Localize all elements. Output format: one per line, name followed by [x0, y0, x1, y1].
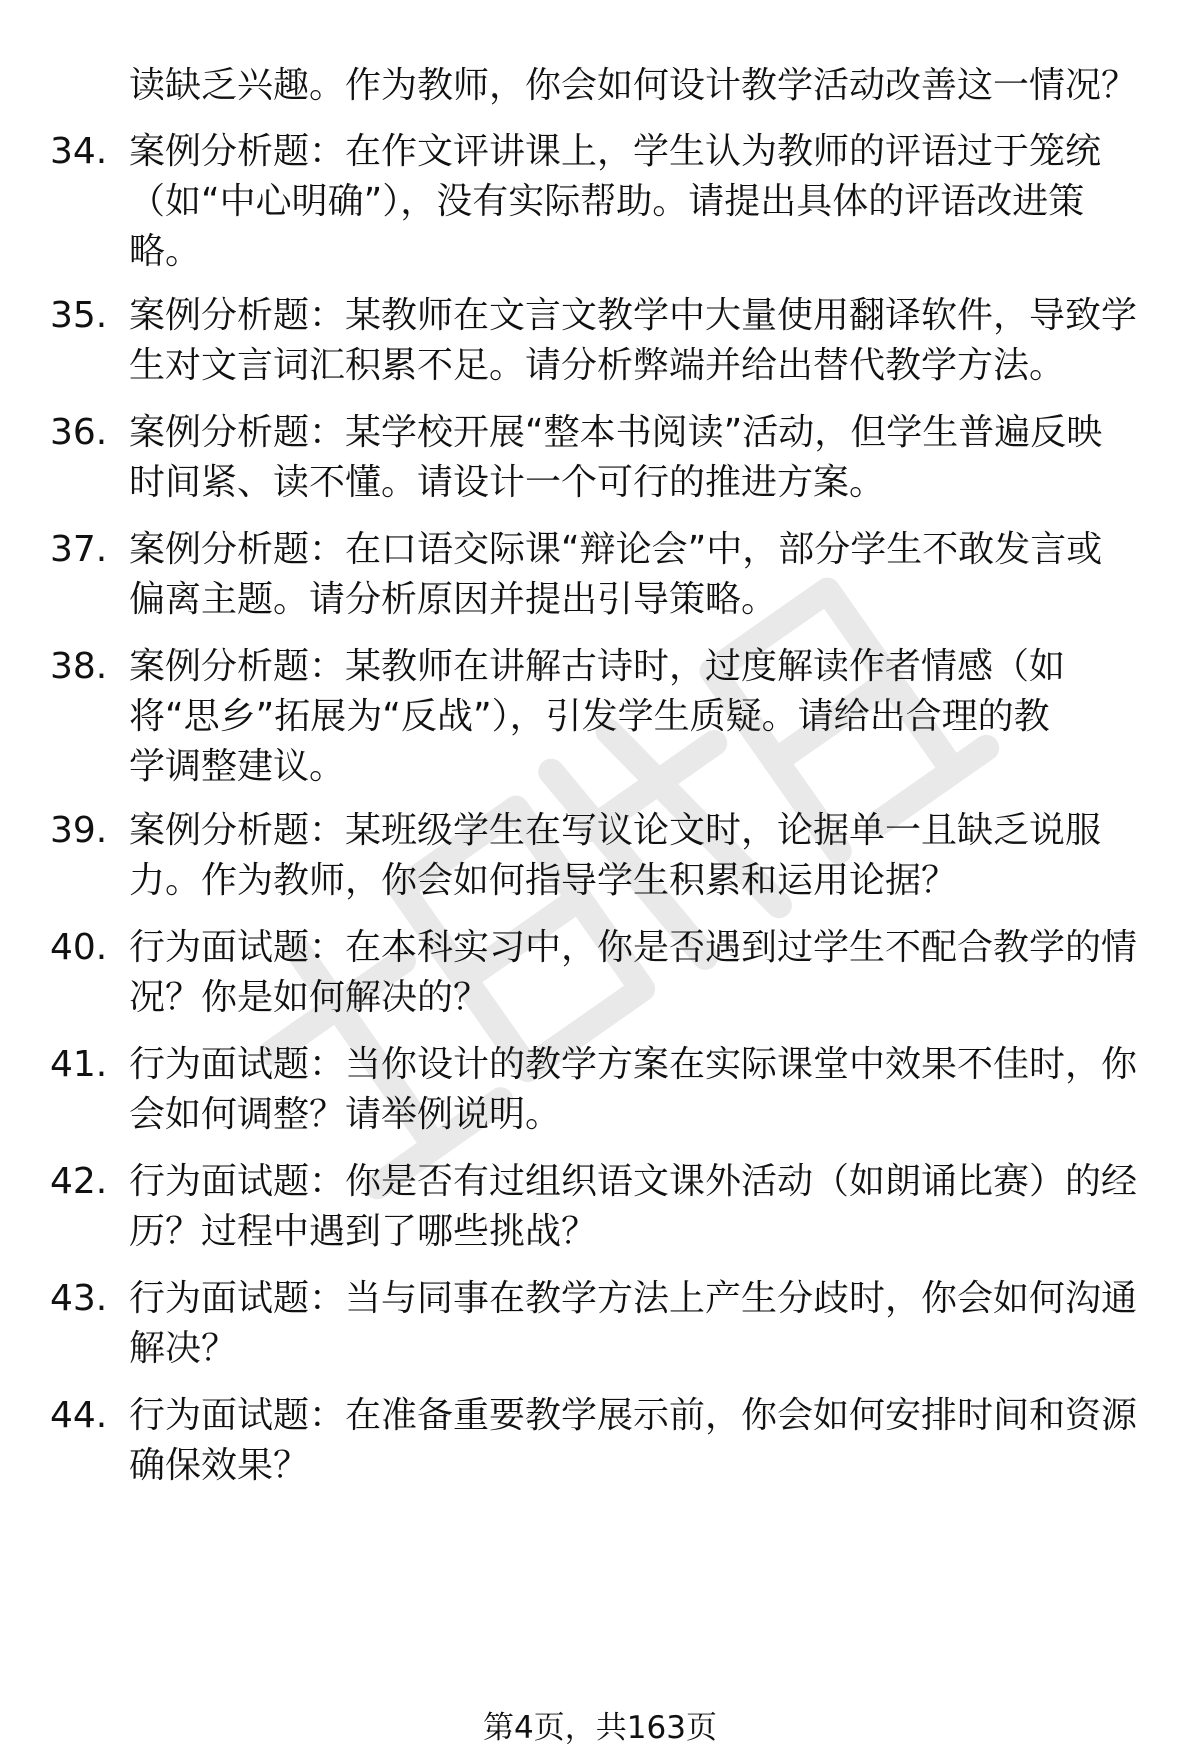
question-text-line: 行为面试题：你是否有过组织语文课外活动（如朗诵比赛）的经 — [129, 1161, 1138, 1202]
question-text-line: 案例分析题：某学校开展“整本书阅读”活动，但学生普遍反映 — [129, 412, 1103, 453]
page-number-footer: 第4页，共163页 — [483, 1710, 717, 1746]
question-text-line: 会如何调整？请举例说明。 — [129, 1094, 562, 1135]
question-item — [50, 1274, 1150, 1374]
question-text-line: 学调整建议。 — [129, 746, 346, 787]
question-text-line: 案例分析题：某教师在文言文教学中大量使用翻译软件，导致学 — [129, 295, 1138, 336]
question-number: 34. — [50, 131, 108, 172]
question-item — [50, 806, 1150, 906]
question-item — [50, 1157, 1150, 1257]
question-item — [50, 127, 1150, 277]
question-text-line: 时间紧、读不懂。请设计一个可行的推进方案。 — [129, 462, 886, 503]
question-text-line: 行为面试题：当与同事在教学方法上产生分歧时，你会如何沟通 — [129, 1278, 1138, 1319]
question-item — [50, 408, 1150, 508]
question-text-line: （如“中心明确”），没有实际帮助。请提出具体的评语改进策 — [129, 181, 1085, 222]
question-item — [50, 642, 1150, 792]
question-item — [50, 291, 1150, 391]
question-text-line: 行为面试题：在准备重要教学展示前，你会如何安排时间和资源 — [129, 1395, 1138, 1436]
question-text-line: 确保效果？ — [129, 1445, 310, 1486]
question-text-line: 偏离主题。请分析原因并提出引导策略。 — [129, 579, 778, 620]
question-text-line: 况？你是如何解决的？ — [129, 977, 490, 1018]
question-number: 35. — [50, 295, 108, 336]
question-text-line: 行为面试题：当你设计的教学方案在实际课堂中效果不佳时，你 — [129, 1044, 1138, 1085]
question-number: 40. — [50, 927, 108, 968]
question-item — [50, 1391, 1150, 1491]
question-item — [50, 525, 1150, 625]
question-text-line: 历？过程中遇到了哪些挑战？ — [129, 1211, 598, 1252]
question-text-line: 生对文言词汇积累不足。请分析弊端并给出替代教学方法。 — [129, 345, 1066, 386]
question-text-line: 行为面试题：在本科实习中，你是否遇到过学生不配合教学的情 — [129, 927, 1138, 968]
question-item — [50, 923, 1150, 1023]
question-text-line: 解决？ — [129, 1328, 238, 1369]
question-number: 39. — [50, 810, 108, 851]
question-number: 44. — [50, 1395, 108, 1436]
question-item — [50, 1040, 1150, 1140]
question-number: 38. — [50, 646, 108, 687]
question-text-line: 力。作为教师，你会如何指导学生积累和运用论据？ — [129, 860, 958, 901]
question-text-line: 案例分析题：在作文评讲课上，学生认为教师的评语过于笼统 — [129, 131, 1102, 172]
question-number: 37. — [50, 529, 108, 570]
question-text-line: 案例分析题：某教师在讲解古诗时，过度解读作者情感（如 — [129, 646, 1066, 687]
question-number: 36. — [50, 412, 108, 453]
question-number: 42. — [50, 1161, 108, 1202]
question-number: 43. — [50, 1278, 108, 1319]
continued-question-text: 读缺乏兴趣。作为教师，你会如何设计教学活动改善这一情况？ — [129, 65, 1138, 106]
question-text-line: 略。 — [129, 231, 202, 272]
question-text-line: 案例分析题：某班级学生在写议论文时，论据单一且缺乏说服 — [129, 810, 1102, 851]
question-text-line: 案例分析题：在口语交际课“辩论会”中，部分学生不敢发言或 — [129, 529, 1103, 570]
question-number: 41. — [50, 1044, 108, 1085]
question-text-line: 将“思乡”拓展为“反战”），引发学生质疑。请给出合理的教 — [129, 696, 1050, 737]
